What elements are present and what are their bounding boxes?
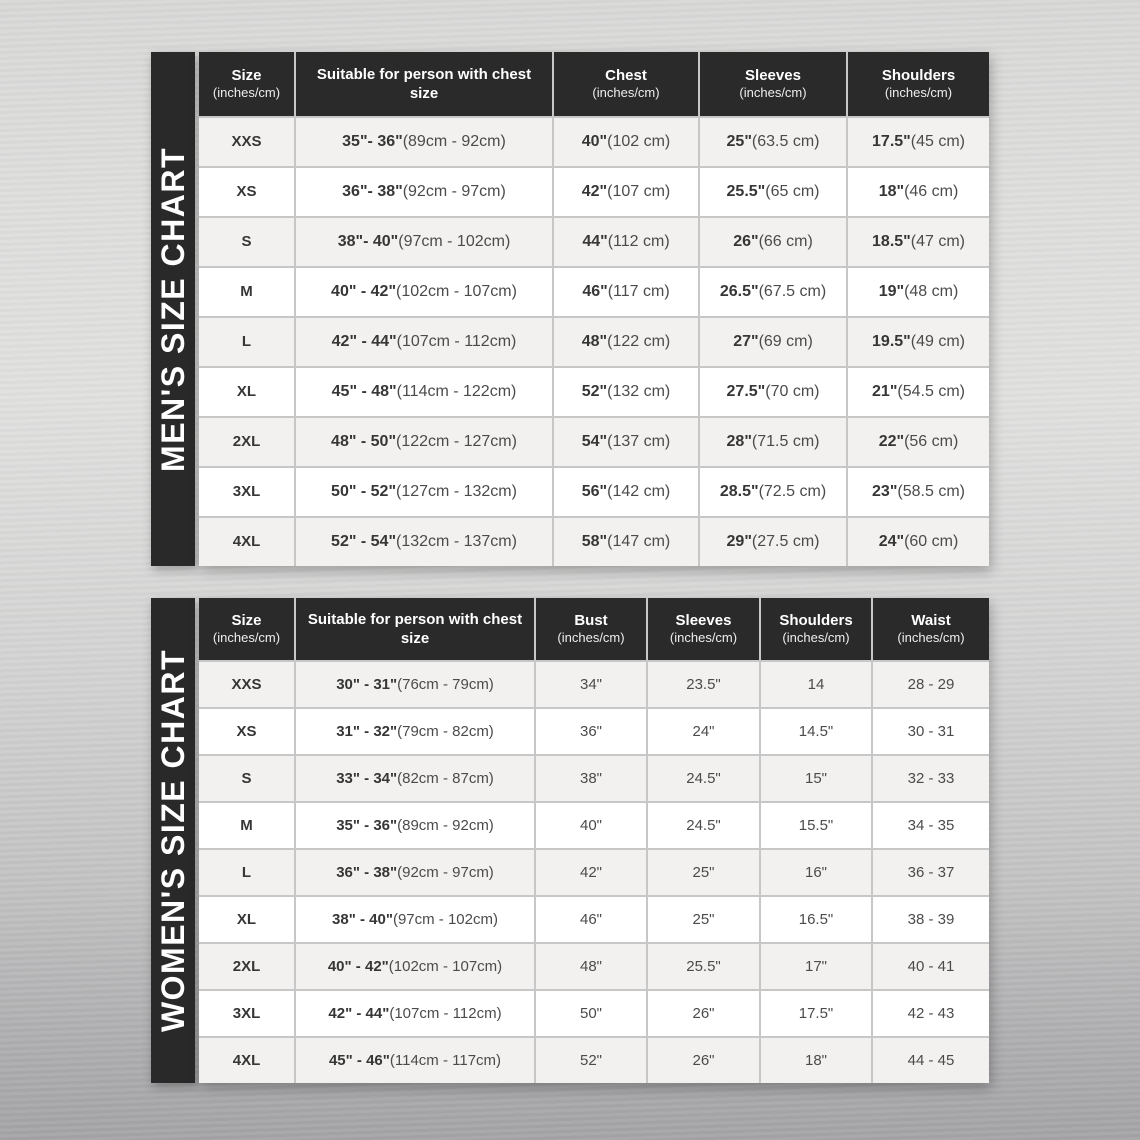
mens-row9-col4: 29" (27.5 cm) (700, 518, 846, 566)
womens-row8-col6: 42 - 43 (873, 991, 989, 1036)
mens-row1-col5: 17.5" (45 cm) (848, 118, 989, 166)
mens-row4-col1: M (199, 268, 294, 316)
womens-header-units: (inches/cm) (212, 630, 281, 646)
mens-row2-col4: 25.5" (65 cm) (700, 168, 846, 216)
womens-row5-col3: 42" (536, 850, 646, 895)
womens-row7-col2: 40" - 42" (102cm - 107cm) (296, 944, 534, 989)
mens-row7-col5: 22" (56 cm) (848, 418, 989, 466)
womens-row4-col6: 34 - 35 (873, 803, 989, 848)
womens-row4-col1: M (199, 803, 294, 848)
mens-row2-col1: XS (199, 168, 294, 216)
womens-row3-col3: 38" (536, 756, 646, 801)
mens-row3-col5: 18.5" (47 cm) (848, 218, 989, 266)
womens-row6-col6: 38 - 39 (873, 897, 989, 942)
womens-row1-col5: 14 (761, 662, 871, 707)
womens-row9-col6: 44 - 45 (873, 1038, 989, 1083)
mens-row9-col2: 52" - 54" (132cm - 137cm) (296, 518, 552, 566)
womens-header-suitable-for-person-with-chest-size (296, 598, 534, 660)
mens-row6-col5: 21" (54.5 cm) (848, 368, 989, 416)
womens-row6-col3: 46" (536, 897, 646, 942)
womens-row5-col2: 36" - 38" (92cm - 97cm) (296, 850, 534, 895)
mens-row6-col3: 52" (132 cm) (554, 368, 698, 416)
mens-row7-col2: 48" - 50" (122cm - 127cm) (296, 418, 552, 466)
mens-row3-col3: 44" (112 cm) (554, 218, 698, 266)
womens-row5-col1: L (199, 850, 294, 895)
womens-header-units: (inches/cm) (782, 630, 850, 646)
womens-row2-col6: 30 - 31 (873, 709, 989, 754)
mens-header-label: Suitable for person with chest size (316, 65, 532, 102)
mens-row7-col1: 2XL (199, 418, 294, 466)
womens-header-sleeves (648, 598, 759, 660)
mens-header-units: (inches/cm) (884, 85, 953, 101)
womens-size-chart-section (151, 598, 989, 1083)
mens-sidebar (151, 52, 195, 566)
mens-row8-col3: 56" (142 cm) (554, 468, 698, 516)
womens-row8-col5: 17.5" (761, 991, 871, 1036)
womens-row7-col6: 40 - 41 (873, 944, 989, 989)
womens-row4-col2: 35" - 36" (89cm - 92cm) (296, 803, 534, 848)
womens-row5-col4: 25" (648, 850, 759, 895)
womens-row3-col5: 15" (761, 756, 871, 801)
womens-header-shoulders (761, 598, 871, 660)
womens-header-label: Sleeves (675, 611, 732, 629)
womens-row9-col3: 52" (536, 1038, 646, 1083)
mens-row8-col1: 3XL (199, 468, 294, 516)
womens-header-units: (inches/cm) (897, 630, 965, 646)
mens-row6-col2: 45" - 48" (114cm - 122cm) (296, 368, 552, 416)
mens-row4-col3: 46" (117 cm) (554, 268, 698, 316)
mens-row9-col5: 24" (60 cm) (848, 518, 989, 566)
mens-row4-col4: 26.5" (67.5 cm) (700, 268, 846, 316)
mens-header-size (199, 52, 294, 116)
womens-row1-col1: XXS (199, 662, 294, 707)
womens-header-size (199, 598, 294, 660)
mens-header-suitable-for-person-with-chest-size (296, 52, 552, 116)
womens-row3-col1: S (199, 756, 294, 801)
mens-row3-col4: 26" (66 cm) (700, 218, 846, 266)
womens-row9-col1: 4XL (199, 1038, 294, 1083)
womens-header-units: (inches/cm) (557, 630, 625, 646)
mens-row4-col2: 40" - 42" (102cm - 107cm) (296, 268, 552, 316)
womens-header-bust (536, 598, 646, 660)
mens-row8-col2: 50" - 52" (127cm - 132cm) (296, 468, 552, 516)
womens-row9-col5: 18" (761, 1038, 871, 1083)
womens-row2-col1: XS (199, 709, 294, 754)
womens-header-units: (inches/cm) (669, 630, 738, 646)
mens-row5-col5: 19.5" (49 cm) (848, 318, 989, 366)
mens-row7-col3: 54" (137 cm) (554, 418, 698, 466)
womens-row8-col4: 26" (648, 991, 759, 1036)
womens-row9-col4: 26" (648, 1038, 759, 1083)
mens-header-units: (inches/cm) (212, 85, 281, 101)
mens-row2-col2: 36"- 38" (92cm - 97cm) (296, 168, 552, 216)
womens-row3-col2: 33" - 34" (82cm - 87cm) (296, 756, 534, 801)
womens-header-label: Shoulders (779, 611, 853, 629)
mens-row5-col3: 48" (122 cm) (554, 318, 698, 366)
womens-header-label: Size (231, 611, 262, 629)
womens-row3-col4: 24.5" (648, 756, 759, 801)
womens-row6-col1: XL (199, 897, 294, 942)
womens-row4-col5: 15.5" (761, 803, 871, 848)
mens-size-chart-section (151, 52, 989, 566)
womens-row3-col6: 32 - 33 (873, 756, 989, 801)
mens-size-table (199, 52, 989, 566)
womens-header-label: Waist (911, 611, 951, 629)
mens-header-units: (inches/cm) (592, 85, 660, 101)
womens-header-label: Suitable for person with chest size (307, 610, 523, 647)
womens-row7-col5: 17" (761, 944, 871, 989)
womens-row7-col3: 48" (536, 944, 646, 989)
mens-header-label: Chest (605, 66, 647, 84)
womens-row1-col3: 34" (536, 662, 646, 707)
mens-row1-col1: XXS (199, 118, 294, 166)
womens-row5-col5: 16" (761, 850, 871, 895)
mens-row1-col3: 40" (102 cm) (554, 118, 698, 166)
mens-header-label: Shoulders (881, 66, 956, 84)
mens-row1-col2: 35"- 36" (89cm - 92cm) (296, 118, 552, 166)
womens-row1-col2: 30" - 31" (76cm - 79cm) (296, 662, 534, 707)
womens-header-label: Bust (574, 611, 608, 629)
womens-sidebar-title: WOMEN'S SIZE CHART (154, 648, 191, 1033)
mens-row8-col5: 23" (58.5 cm) (848, 468, 989, 516)
mens-header-chest (554, 52, 698, 116)
mens-row6-col1: XL (199, 368, 294, 416)
mens-header-sleeves (700, 52, 846, 116)
mens-row5-col2: 42" - 44" (107cm - 112cm) (296, 318, 552, 366)
womens-row7-col4: 25.5" (648, 944, 759, 989)
mens-header-units: (inches/cm) (739, 85, 807, 101)
womens-row6-col5: 16.5" (761, 897, 871, 942)
womens-row8-col1: 3XL (199, 991, 294, 1036)
womens-size-table (199, 598, 989, 1083)
mens-row7-col4: 28" (71.5 cm) (700, 418, 846, 466)
womens-sidebar (151, 598, 195, 1083)
womens-row8-col2: 42" - 44" (107cm - 112cm) (296, 991, 534, 1036)
mens-row3-col1: S (199, 218, 294, 266)
mens-sidebar-title: MEN'S SIZE CHART (154, 146, 191, 472)
womens-row1-col4: 23.5" (648, 662, 759, 707)
womens-row8-col3: 50" (536, 991, 646, 1036)
mens-row2-col5: 18" (46 cm) (848, 168, 989, 216)
womens-row2-col2: 31" - 32" (79cm - 82cm) (296, 709, 534, 754)
mens-row5-col1: L (199, 318, 294, 366)
mens-row9-col3: 58" (147 cm) (554, 518, 698, 566)
mens-header-label: Sleeves (745, 66, 801, 84)
mens-row3-col2: 38"- 40" (97cm - 102cm) (296, 218, 552, 266)
mens-header-label: Size (231, 66, 262, 84)
mens-row6-col4: 27.5" (70 cm) (700, 368, 846, 416)
mens-row2-col3: 42" (107 cm) (554, 168, 698, 216)
womens-header-waist (873, 598, 989, 660)
mens-row1-col4: 25" (63.5 cm) (700, 118, 846, 166)
womens-row7-col1: 2XL (199, 944, 294, 989)
mens-row8-col4: 28.5" (72.5 cm) (700, 468, 846, 516)
womens-row1-col6: 28 - 29 (873, 662, 989, 707)
womens-row5-col6: 36 - 37 (873, 850, 989, 895)
womens-row4-col4: 24.5" (648, 803, 759, 848)
womens-row9-col2: 45" - 46" (114cm - 117cm) (296, 1038, 534, 1083)
womens-row4-col3: 40" (536, 803, 646, 848)
womens-row6-col4: 25" (648, 897, 759, 942)
mens-row5-col4: 27" (69 cm) (700, 318, 846, 366)
mens-header-shoulders (848, 52, 989, 116)
mens-row4-col5: 19" (48 cm) (848, 268, 989, 316)
womens-row2-col4: 24" (648, 709, 759, 754)
womens-row2-col5: 14.5" (761, 709, 871, 754)
mens-row9-col1: 4XL (199, 518, 294, 566)
womens-row6-col2: 38" - 40" (97cm - 102cm) (296, 897, 534, 942)
womens-row2-col3: 36" (536, 709, 646, 754)
